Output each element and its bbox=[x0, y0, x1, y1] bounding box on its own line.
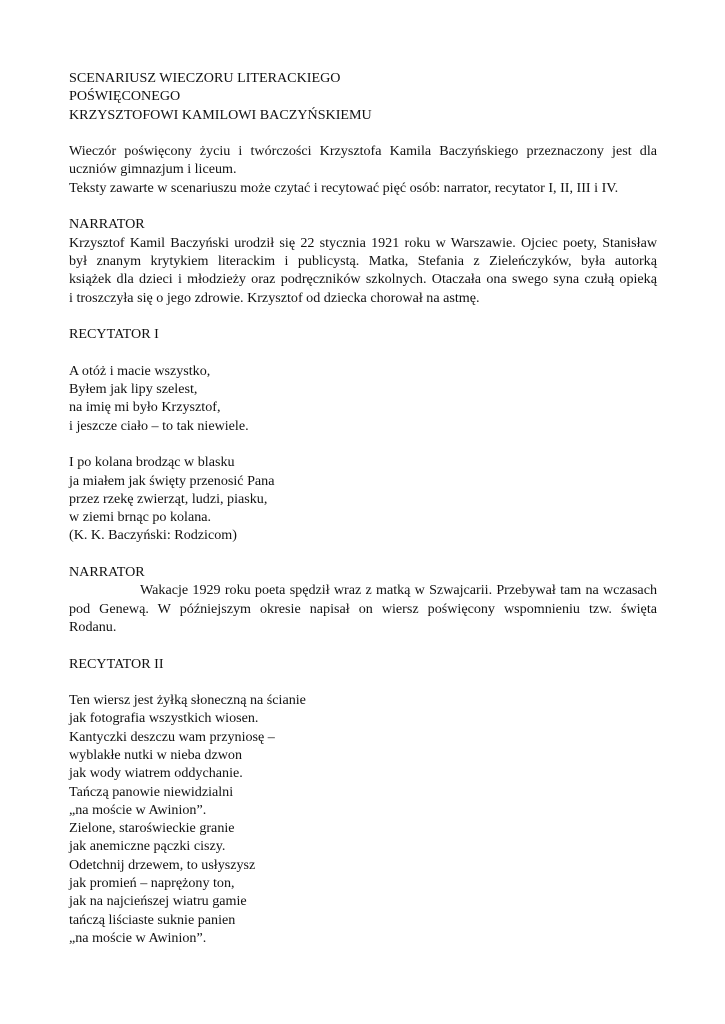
section-heading: NARRATOR bbox=[69, 564, 145, 581]
poem-line: Kantyczki deszczu wam przyniosę – bbox=[69, 728, 275, 745]
document-content bbox=[69, 69, 657, 947]
poem-line: ja miałem jak święty przenosić Pana bbox=[69, 472, 275, 489]
poem-line: przez rzekę zwierząt, ludzi, piasku, bbox=[69, 490, 268, 507]
narrator-section-1 bbox=[69, 215, 657, 306]
poem-line: jak promień – naprężony ton, bbox=[69, 875, 235, 892]
poem-line: Zielone, staroświeckie granie bbox=[69, 820, 235, 837]
recytator-section-1 bbox=[69, 325, 657, 545]
paragraph-line: pod Genewą. W późniejszym okresie napisał on wiersz poświęcony wspomnieniu tzw. święta bbox=[69, 600, 657, 617]
section-heading: NARRATOR bbox=[69, 216, 145, 233]
poem-line: wyblakłe nutki w nieba dzwon bbox=[69, 746, 242, 763]
poem-line: I po kolana brodząc w blasku bbox=[69, 454, 235, 471]
paragraph-line: Rodanu. bbox=[69, 618, 117, 635]
title-line: KRZYSZTOFOWI KAMILOWI BACZYŃSKIEMU bbox=[69, 106, 372, 123]
narrator-section-2 bbox=[69, 563, 657, 636]
poem-line: w ziemi brnąc po kolana. bbox=[69, 509, 212, 526]
poem-line: „na moście w Awinion”. bbox=[69, 801, 207, 818]
title-line: POŚWIĘCONEGO bbox=[69, 88, 181, 105]
paragraph-line: był znanym krytykiem literackim i publicystą. Matka, Stefania z Zieleńczyków, była autorką bbox=[69, 252, 657, 269]
intro-paragraph bbox=[69, 142, 657, 197]
paragraph-line: Wakacje 1929 roku poeta spędził wraz z matką w Szwajcarii. Przebywał tam na wczasach bbox=[140, 582, 657, 599]
poem-line: jak anemiczne pączki ciszy. bbox=[69, 838, 226, 855]
poem-line: jak wody wiatrem oddychanie. bbox=[69, 765, 243, 782]
poem-line: i jeszcze ciało – to tak niewiele. bbox=[69, 417, 249, 434]
poem-line: „na moście w Awinion”. bbox=[69, 929, 207, 946]
poem-line: jak fotografia wszystkich wiosen. bbox=[69, 710, 259, 727]
poem-line: Tańczą panowie niewidzialni bbox=[69, 783, 234, 800]
document-title bbox=[69, 69, 657, 124]
poem-line: Byłem jak lipy szelest, bbox=[69, 381, 198, 398]
paragraph-line: i troszczyła się o jego zdrowie. Krzysztof od dziecka chorował na astmę. bbox=[69, 289, 480, 306]
intro-line: Wieczór poświęcony życiu i twórczości Krzysztofa Kamila Baczyńskiego przeznaczony jest dla bbox=[69, 143, 657, 160]
poem-line: Odetchnij drzewem, to usłyszysz bbox=[69, 856, 256, 873]
poem-line: jak na najcieńszej wiatru gamie bbox=[69, 893, 247, 910]
section-heading: RECYTATOR I bbox=[69, 326, 159, 343]
paragraph-line: książek dla dzieci i młodzieży oraz podręczników szkolnych. Otaczała ona swego syna czułą opieką bbox=[69, 271, 657, 288]
poem-line: Ten wiersz jest żyłką słoneczną na ścianie bbox=[69, 692, 306, 709]
section-heading: RECYTATOR II bbox=[69, 655, 164, 672]
intro-line: uczniów gimnazjum i liceum. bbox=[69, 161, 237, 178]
recytator-section-2 bbox=[69, 655, 657, 948]
paragraph-line: Krzysztof Kamil Baczyński urodził się 22 stycznia 1921 roku w Warszawie. Ojciec poety, Stanisław bbox=[69, 234, 657, 251]
poem-line: tańczą liściaste suknie panien bbox=[69, 911, 236, 928]
poem-line: na imię mi było Krzysztof, bbox=[69, 399, 221, 416]
poem-line: A otóż i macie wszystko, bbox=[69, 362, 211, 379]
title-line: SCENARIUSZ WIECZORU LITERACKIEGO bbox=[69, 70, 341, 86]
intro-line: Teksty zawarte w scenariuszu może czytać i recytować pięć osób: narrator, recytator I, II, III i IV. bbox=[69, 179, 619, 196]
poem-source: (K. K. Baczyński: Rodzicom) bbox=[69, 527, 237, 544]
